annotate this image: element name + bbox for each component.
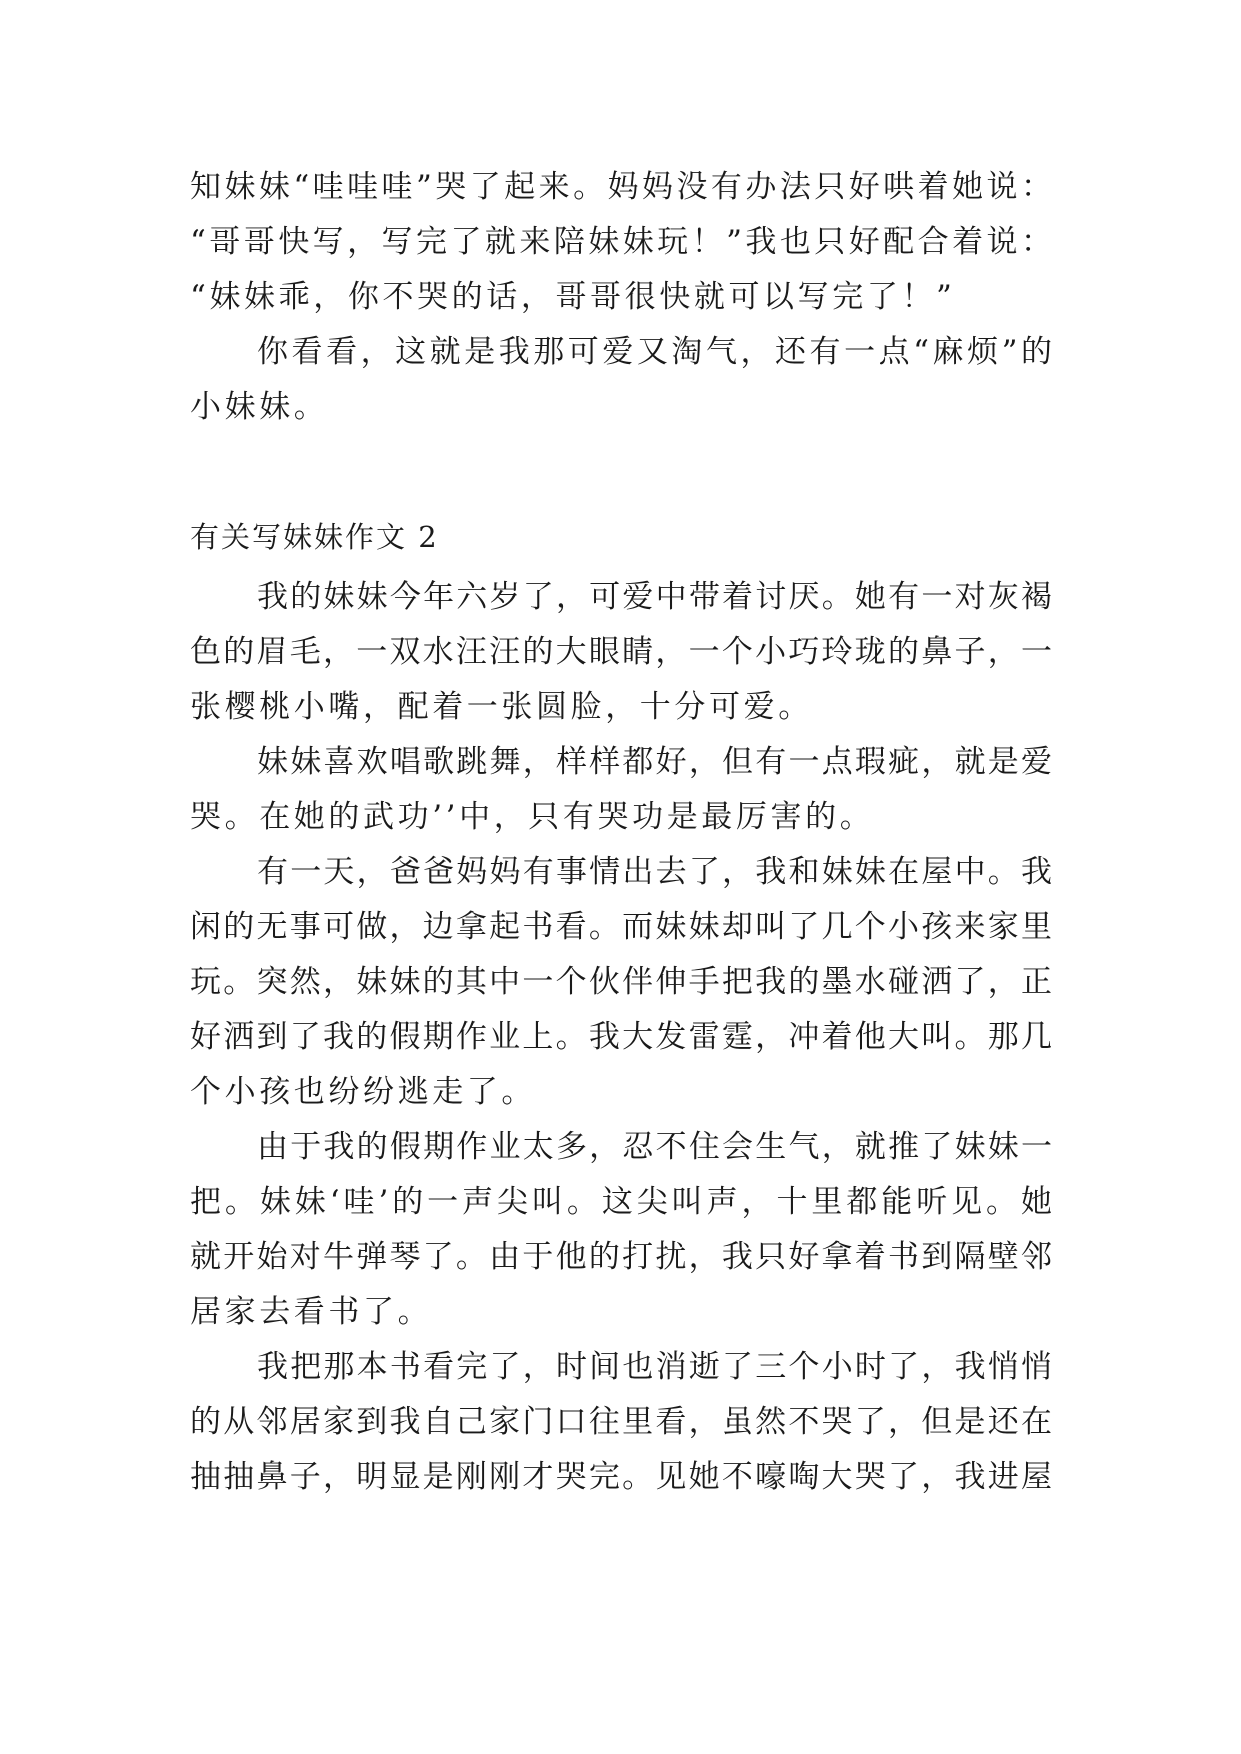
text-line: 抽抽鼻子，明显是刚刚才哭完。见她不嚎啕大哭了，我进屋 [190, 1459, 1052, 1495]
section-title: 有关写妹妹作文 2 [190, 520, 439, 554]
text-line: 妹妹喜欢唱歌跳舞，样样都好，但有一点瑕疵，就是爱 [257, 744, 1052, 780]
text-line: 把。妹妹‘哇’的一声尖叫。这尖叫声，十里都能听见。她 [190, 1184, 1052, 1220]
text-line: 个小孩也纷纷逃走了。 [190, 1074, 536, 1110]
text-line: 哭。在她的武功’’中，只有哭功是最厉害的。 [190, 799, 875, 835]
text-line: 我的妹妹今年六岁了，可爱中带着讨厌。她有一对灰褐 [257, 579, 1052, 615]
text-line: 张樱桃小嘴，配着一张圆脸，十分可爱。 [190, 689, 813, 725]
text-line: 好洒到了我的假期作业上。我大发雷霆，冲着他大叫。那几 [190, 1019, 1052, 1055]
text-line: 闲的无事可做，边拿起书看。而妹妹却叫了几个小孩来家里 [190, 909, 1052, 945]
text-line: 由于我的假期作业太多，忍不住会生气，就推了妹妹一 [257, 1129, 1052, 1165]
text-line: 就开始对牛弹琴了。由于他的打扰，我只好拿着书到隔壁邻 [190, 1239, 1052, 1275]
text-line: 色的眉毛，一双水汪汪的大眼睛，一个小巧玲珑的鼻子，一 [190, 634, 1052, 670]
text-line: 居家去看书了。 [190, 1294, 433, 1330]
text-line: “哥哥快写，写完了就来陪妹妹玩！”我也只好配合着说： [190, 224, 1052, 260]
text-line: 知妹妹“哇哇哇”哭了起来。妈妈没有办法只好哄着她说： [190, 169, 1052, 205]
text-line: 有一天，爸爸妈妈有事情出去了，我和妹妹在屋中。我 [257, 854, 1052, 890]
text-line: 小妹妹。 [190, 389, 329, 425]
text-line: “妹妹乖，你不哭的话，哥哥很快就可以写完了！” [190, 279, 956, 315]
text-line: 你看看，这就是我那可爱又淘气，还有一点“麻烦”的 [257, 334, 1052, 370]
text-line: 的从邻居家到我自己家门口往里看，虽然不哭了，但是还在 [190, 1404, 1052, 1440]
text-line: 我把那本书看完了，时间也消逝了三个小时了，我悄悄 [257, 1349, 1052, 1385]
text-line: 玩。突然，妹妹的其中一个伙伴伸手把我的墨水碰洒了，正 [190, 964, 1052, 1000]
